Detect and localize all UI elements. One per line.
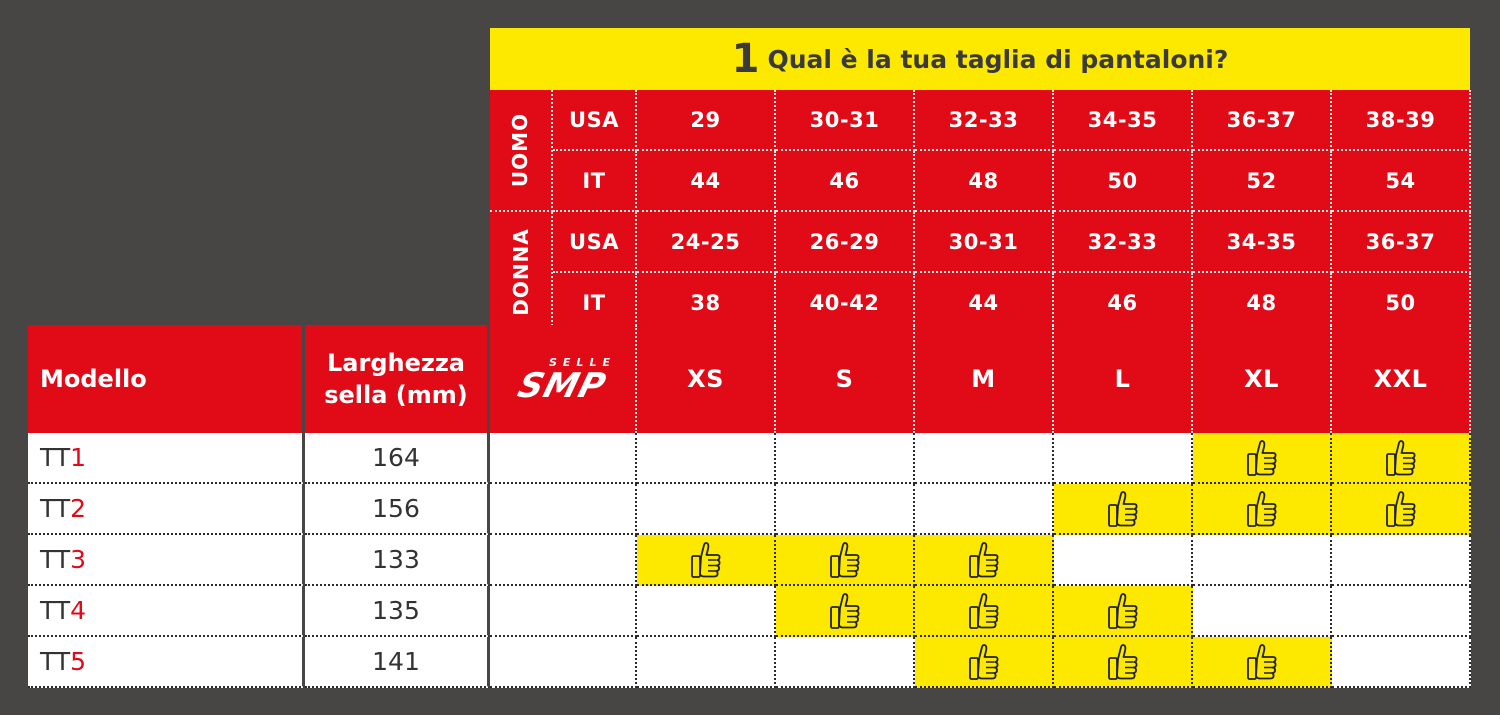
thumbs-up-icon <box>967 592 1001 630</box>
empty-cell <box>1054 535 1193 586</box>
header-model: Modello <box>28 325 305 433</box>
size-value-cell: 38-39 <box>1332 90 1471 151</box>
model-number: 3 <box>70 545 87 574</box>
size-value-cell: 34-35 <box>1054 90 1193 151</box>
fit-cell <box>776 535 915 586</box>
title-number: 1 <box>731 36 760 82</box>
model-prefix: TT <box>40 494 71 523</box>
size-value-cell: 38 <box>637 273 776 334</box>
size-header-s: S <box>776 325 915 433</box>
fit-cell <box>1332 433 1471 484</box>
size-system-label: USA <box>553 90 637 151</box>
empty-cell <box>1332 637 1471 688</box>
model-number: 5 <box>70 647 87 676</box>
thumbs-up-icon <box>967 541 1001 579</box>
empty-cell <box>915 484 1054 535</box>
model-number: 4 <box>70 596 87 625</box>
empty-cell <box>637 637 776 688</box>
empty-cell <box>1193 535 1332 586</box>
saddle-width-cell: 156 <box>305 484 490 535</box>
model-cell <box>28 433 305 484</box>
saddle-width-cell: 141 <box>305 637 490 688</box>
thumbs-up-icon <box>1384 490 1418 528</box>
size-value-cell: 50 <box>1054 151 1193 212</box>
brand-logo-main: SMP <box>514 365 611 406</box>
empty-cell <box>776 637 915 688</box>
size-value-cell: 40-42 <box>776 273 915 334</box>
size-header-xs: XS <box>637 325 776 433</box>
thumbs-up-icon <box>1106 643 1140 681</box>
fit-cell <box>1054 484 1193 535</box>
brand-column-cell <box>490 535 637 586</box>
fit-cell <box>1332 484 1471 535</box>
group-label-uomo <box>490 90 553 212</box>
size-value-cell: 44 <box>915 273 1054 334</box>
fit-cell <box>637 535 776 586</box>
size-header-m: M <box>915 325 1054 433</box>
empty-cell <box>637 484 776 535</box>
fit-cell <box>915 586 1054 637</box>
model-prefix: TT <box>40 545 71 574</box>
model-prefix: TT <box>40 647 71 676</box>
thumbs-up-icon <box>1384 439 1418 477</box>
empty-cell <box>637 433 776 484</box>
model-number: 1 <box>70 443 87 472</box>
brand-logo-top: SELLE <box>549 355 616 369</box>
empty-cell <box>1332 586 1471 637</box>
size-value-cell: 44 <box>637 151 776 212</box>
thumbs-up-icon <box>828 592 862 630</box>
size-value-cell: 26-29 <box>776 212 915 273</box>
fit-cell <box>1193 433 1332 484</box>
size-value-cell: 48 <box>915 151 1054 212</box>
group-label-text: UOMO <box>508 112 533 188</box>
empty-cell <box>776 433 915 484</box>
group-label-donna <box>490 212 553 334</box>
size-value-cell: 36-37 <box>1193 90 1332 151</box>
brand-column-cell <box>490 484 637 535</box>
thumbs-up-icon <box>1245 643 1279 681</box>
fit-cell <box>1193 637 1332 688</box>
header-saddle-width <box>305 325 490 433</box>
size-value-cell: 50 <box>1332 273 1471 334</box>
fit-cell <box>1054 637 1193 688</box>
thumbs-up-icon <box>1106 490 1140 528</box>
title-question: Qual è la tua taglia di pantaloni? <box>767 44 1229 74</box>
size-header-l: L <box>1054 325 1193 433</box>
thumbs-up-icon <box>1245 439 1279 477</box>
title-bar <box>490 28 1470 90</box>
size-value-cell: 52 <box>1193 151 1332 212</box>
group-label-text: DONNA <box>508 228 533 316</box>
size-value-cell: 54 <box>1332 151 1471 212</box>
model-cell <box>28 586 305 637</box>
thumbs-up-icon <box>1106 592 1140 630</box>
model-prefix: TT <box>40 443 71 472</box>
thumbs-up-icon <box>1245 490 1279 528</box>
empty-cell <box>915 433 1054 484</box>
size-header-xxl: XXL <box>1332 325 1471 433</box>
size-value-cell: 30-31 <box>776 90 915 151</box>
empty-cell <box>637 586 776 637</box>
header-width-line2: sella (mm) <box>324 381 468 409</box>
size-value-cell: 30-31 <box>915 212 1054 273</box>
size-value-cell: 24-25 <box>637 212 776 273</box>
thumbs-up-icon <box>967 643 1001 681</box>
model-cell <box>28 484 305 535</box>
empty-cell <box>1193 586 1332 637</box>
model-cell <box>28 535 305 586</box>
fit-cell <box>1193 484 1332 535</box>
fit-cell <box>915 535 1054 586</box>
size-system-label: IT <box>553 273 637 334</box>
thumbs-up-icon <box>689 541 723 579</box>
saddle-width-cell: 135 <box>305 586 490 637</box>
size-system-label: USA <box>553 212 637 273</box>
size-value-cell: 29 <box>637 90 776 151</box>
size-value-cell: 32-33 <box>1054 212 1193 273</box>
brand-column-cell <box>490 637 637 688</box>
size-value-cell: 34-35 <box>1193 212 1332 273</box>
header-width-line1: Larghezza <box>327 349 465 377</box>
fit-cell <box>1054 586 1193 637</box>
saddle-width-cell: 133 <box>305 535 490 586</box>
model-prefix: TT <box>40 596 71 625</box>
size-value-cell: 36-37 <box>1332 212 1471 273</box>
size-value-cell: 46 <box>1054 273 1193 334</box>
model-number: 2 <box>70 494 87 523</box>
size-value-cell: 48 <box>1193 273 1332 334</box>
size-system-label: IT <box>553 151 637 212</box>
brand-column-cell <box>490 433 637 484</box>
saddle-width-cell: 164 <box>305 433 490 484</box>
fit-cell <box>915 637 1054 688</box>
empty-cell <box>776 484 915 535</box>
brand-column-cell <box>490 586 637 637</box>
model-cell <box>28 637 305 688</box>
empty-cell <box>1054 433 1193 484</box>
empty-cell <box>1332 535 1471 586</box>
size-value-cell: 46 <box>776 151 915 212</box>
thumbs-up-icon <box>828 541 862 579</box>
size-value-cell: 32-33 <box>915 90 1054 151</box>
size-header-xl: XL <box>1193 325 1332 433</box>
fit-cell <box>776 586 915 637</box>
brand-logo <box>490 325 637 433</box>
